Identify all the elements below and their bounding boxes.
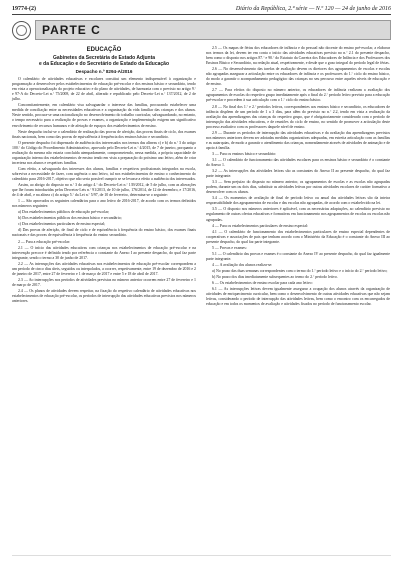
page-header: [12, 6, 391, 15]
part-title: PARTE C: [35, 20, 391, 40]
page-reference: 19774-(2): [12, 6, 36, 12]
paragraph: 2.7 — Para efeitos do disposto no número anterior, os educadores de infância realizam a avaliação dos agrupamentos de escolas do respetivo grupo imediatamente após o final do 2.º período letivo previsto para a educação pré-escolar e procedem à sua articulação com o 1.º ciclo do ensino básico.: [206, 88, 390, 103]
paragraph: 2.2 — As interrupções das atividades educativas nos estabelecimentos de educação pré-escolar correspondem a um período de cinco dias úteis, seguidos ou interpolados, a ocorrer, respetivamente, entre 19 de dezembro de 2016 e 2 de janeiro de 2017, entre 27 de fevereiro e 1 de março de 2017 e entre 5 e 18 de abril de 2017.: [12, 261, 196, 276]
paragraph: Neste despacho inclui-se o calendário de realização das provas de aferição, das provas finais de ciclo, dos exames finais nacionais, bem como das provas de equivalência à frequência dos ensinos básico e secundário.: [12, 129, 196, 139]
paragraph: 2.8 — No final dos 1.º e 2.º períodos letivos, correspondentes aos ensinos básico e secundário, os educadores de infância dispõem de um período de 1 a 3 dias, para além do previsto no n.º 2.2, tendo em vista a realização da avaliação das aprendizagens das crianças do respetivo grupo, que é obrigatoriamente considerado com o período de interrupção das atividades educativas, e de reuniões do ciclo de ensino, no sentido de promover a articulação deste processo avaliativo com os professores daquele nível de ensino.: [206, 104, 390, 129]
right-column-body: [206, 46, 390, 307]
paragraph: O presente despacho foi dispensado de audiência dos interessados nos termos das alíneas c) e b) do n.º 3 do artigo 100.º do Código do Procedimento Administrativo, aprovado pelo Decreto-Lei n.º 4/2015, de 7 de janeiro, porquanto a realização da mesma não estaria concluída atempadamente, comprometendo, nessa medida, a própria capacidade de organização interna dos estabelecimentos de ensino tendo em vista a preparação do próximo ano letivo, além de criar incerteza nos alunos e respetivas famílias.: [12, 140, 196, 165]
paragraph: 3.2 — As interrupções das atividades letivas são as constantes do Anexo II ao presente despacho, do qual faz parte integrante.: [206, 169, 390, 179]
paragraph: b) Dos estabelecimentos públicos dos ensinos básico e secundário;: [18, 216, 122, 221]
paragraph: 2.6 — No desenvolvimento das tarefas de avaliação devem os diretores dos agrupamentos de escolas e escolas não agrupadas assegurar a articulação entre os educadores de infância e os professores do 1.º ciclo do ensino básico, do modo a garantir o acompanhamento pedagógico das crianças no seu percurso entre aqueles níveis de educação e de ensino.: [206, 67, 390, 87]
journal-title: Diário da República, 2.ª série — N.º 120 — 24 de junho de 2016: [235, 6, 391, 12]
paragraph: 6 — Os estabelecimentos de ensino escolar para cada ano letivo:: [212, 281, 313, 286]
paragraph: 2.3 — Ao interrupções nos períodos de atividades previstas no número anterior ocorrem entre 27 de fevereiro e 1 de março de 2017.: [12, 277, 196, 287]
paragraph: 4 — Para os estabelecimentos particulares de ensino especial:: [212, 223, 309, 228]
coat-of-arms-icon: [12, 21, 31, 40]
paragraph: a) No prazo das duas semanas correspondentes com o termo do 1.º período letivo e o início do 2.º período letivo;: [212, 268, 388, 273]
paragraph: c) Dos estabelecimentos particulares de ensino especial;: [18, 222, 106, 227]
issuer-line-1: Gabinetes da Secretária de Estado Adjunta: [52, 55, 156, 62]
paragraph: 3 — Para os ensinos básico e secundário:: [212, 151, 277, 156]
paragraph: 2.5 — Os mapas de férias dos educadores de infância e do pessoal não docente do ensino pré-escolar, a elaborar nos termos da lei, devem ter em conta o início das atividades educativas previsto no n.º 2.1 do presente despacho, bem como o disposto nos artigos 87.º e 90.º do Estatuto da Carreira dos Educadores de Infância e dos Professores dos Ensinos Básico e Secundário, na redação atual, respetivamente, e desde que o gozo integral do período legal de férias.: [206, 46, 390, 66]
paragraph: 2.1 — O início das atividades educativas com crianças nos estabelecimentos de educação pré-escolar e na intervenção precoce é definido tendo por referência o constante do Anexo I ao presente despacho, do qual faz parte integrante, sendo o termo a 30 de junho de 2017.: [12, 245, 196, 260]
paragraph: O calendário de atividades educativas e escolares constitui um elemento indispensável à organização e programação a desenvolver pelos estabelecimentos de educação pré-escolar e dos ensinos básico e secundário, tendo em vista a operacionalização do projeto educativo e do plano de atividades, de harmonia com o previsto no artigo 9.º e 97-A do Decreto-Lei n.º 75/2008, de 22 de abril, alterado e republicado pelo Decreto-Lei n.º 137/2012, de 2 de julho.: [12, 77, 196, 102]
despacho-title: Despacho n.º 8294-A/2016: [75, 69, 133, 75]
paragraph: 2.4 — Os planos de atividades devem respeitar, na fixação do respetivo calendário de atividades educativas nos estabelecimentos de educação pré-escolar, os períodos de interrupção das atividades educativas previstos nos números anteriores.: [12, 288, 196, 304]
paragraph: 4 — A avaliação dos alunos realiza-se:: [212, 262, 273, 267]
paragraph: Com efeito, a salvaguarda dos interesses dos alunos, famílias e respetivos profissionais integrados na escola, sobreviva a necessidade de fazer, com urgência o ano letivo, tal nos estabelecimentos de ensino o conhecimento do calendário para 2016-2017, objetivo que não seria possível cumprir se se levasse a efeito a audiência dos interessados.: [12, 166, 196, 181]
paragraph: 3.1 — O calendário de funcionamento das atividades escolares para os ensinos básico e secundário é o constante do Anexo 1.: [206, 157, 390, 168]
paragraph: 3.4 — Os momentos de avaliação de final de período letivo ou anual das atividades letivas são da inteira responsabilidade dos agrupamentos de escolas e das escolas não agrupadas, de acordo com o estabelecido na lei.: [206, 196, 390, 206]
paragraph: b) No prazo dos dias imediatamente subsequentes ao termo do 2.º período letivo.: [212, 274, 338, 279]
paragraph: a) Dos estabelecimentos públicos de educação pré-escolar;: [18, 210, 110, 215]
paragraph: d) Das provas de aferição, de final de ciclo e de equivalência à frequência do ensino básico, dos exames finais nacionais e das provas de equivalência à frequência do ensino secundário.: [12, 228, 196, 238]
issuer-line-2: e da Educação e do Secretário de Estado da Educação: [38, 61, 170, 68]
left-column: [12, 46, 196, 308]
paragraph: 3.3 — Sem prejuízo do disposto no número anterior, os agrupamentos de escolas e as escolas não agrupadas podem, durante um ou dois dias, substituir as atividades letivas por outras atividades escolares de caráter formativo a desenvolver com os alunos.: [206, 180, 390, 195]
paragraph: Concomitantemente, em calendário visa salvaguardar o interesse das famílias, procurando estabelecer uma medida de conciliação entre as necessidades educativas e a organização da vida familiar das crianças e dos alunos. Neste sentido, procura-se uma racionalização no desenvolvimento do trabalho curricular, salvaguardando, no entanto, o tempo necessário para a realização de provas e exames, a organização e implementação exigem um significativo envolvimento de recursos humanos e de afetação de espaços dos estabelecimentos de ensino.: [12, 103, 196, 128]
paragraph: 3.5 — O disposto nos números anteriores é aplicável, com as necessárias adaptações, ao calendário previsto no regulamento de outras ofertas educativas e formativas em funcionamento nos agrupamentos de escolas ou escolas não agrupadas.: [206, 207, 390, 222]
page-footer: [12, 555, 391, 562]
part-banner: [12, 20, 391, 40]
paragraph: Assim, ao abrigo do disposto no n.º 3 do artigo 4.º do Decreto-Lei n.º 139/2012, de 5 de julho, com as alterações que lhe foram introduzidas pelos Decretos-Leis n.º 91/2013, de 10 de julho, 176/2014, de 12 de dezembro, e 17/2016, de 4 de abril, e na alínea c) do artigo 5.º da Lei n.º 5/97, de 10 de fevereiro, determina-se o seguinte:: [12, 183, 196, 198]
paragraph: 5 — Provas e exames:: [212, 245, 247, 250]
right-column: [206, 46, 390, 308]
section-title: EDUCAÇÃO: [86, 47, 122, 53]
text-columns: [12, 46, 391, 308]
paragraph: 2.9 — Durante os períodos de interrupção das atividades educativas e da avaliação das aprendizagens previstos nos números anteriores devem ser adotadas medidas organizativas adequadas, em estreita articulação com as famílias e as autarquias, de modo a garantir o atendimento das crianças, nomeadamente através de atividades de animação e de apoio à família.: [206, 130, 390, 150]
paragraph: 4.1 — O calendário de funcionamento dos estabelecimentos particulares de ensino especial dependentes de cooperativas e associações de pais que tenham acordo com o Ministério da Educação é o constante do Anexo III ao presente despacho, do qual faz parte integrante.: [206, 229, 390, 244]
paragraph: 2 — Para a educação pré-escolar:: [18, 239, 71, 244]
paragraph: 5.1 — O calendário das provas e exames é o constante do Anexo IV ao presente despacho, do qual faz igualmente parte integrante.: [206, 251, 390, 261]
left-column-body: [12, 77, 196, 304]
paragraph: 1 — São aprovados os seguintes calendários para o ano letivo de 2016-2017, de acordo com os termos definidos nos números seguintes:: [12, 199, 196, 209]
paragraph: 6.1 — As interrupções letivas devem igualmente assegurar a ocupação dos alunos através da organização de atividades de enriquecimento curricular, bem como o desenvolvimento de outras atividades educativas que não sejam letivas, considerando o período de interrupção das atividades letivas, bem como o encontro com os encarregados de educação e em todos os momentos de avaliação e atividades fixados no período de funcionamento escolar.: [206, 287, 390, 307]
